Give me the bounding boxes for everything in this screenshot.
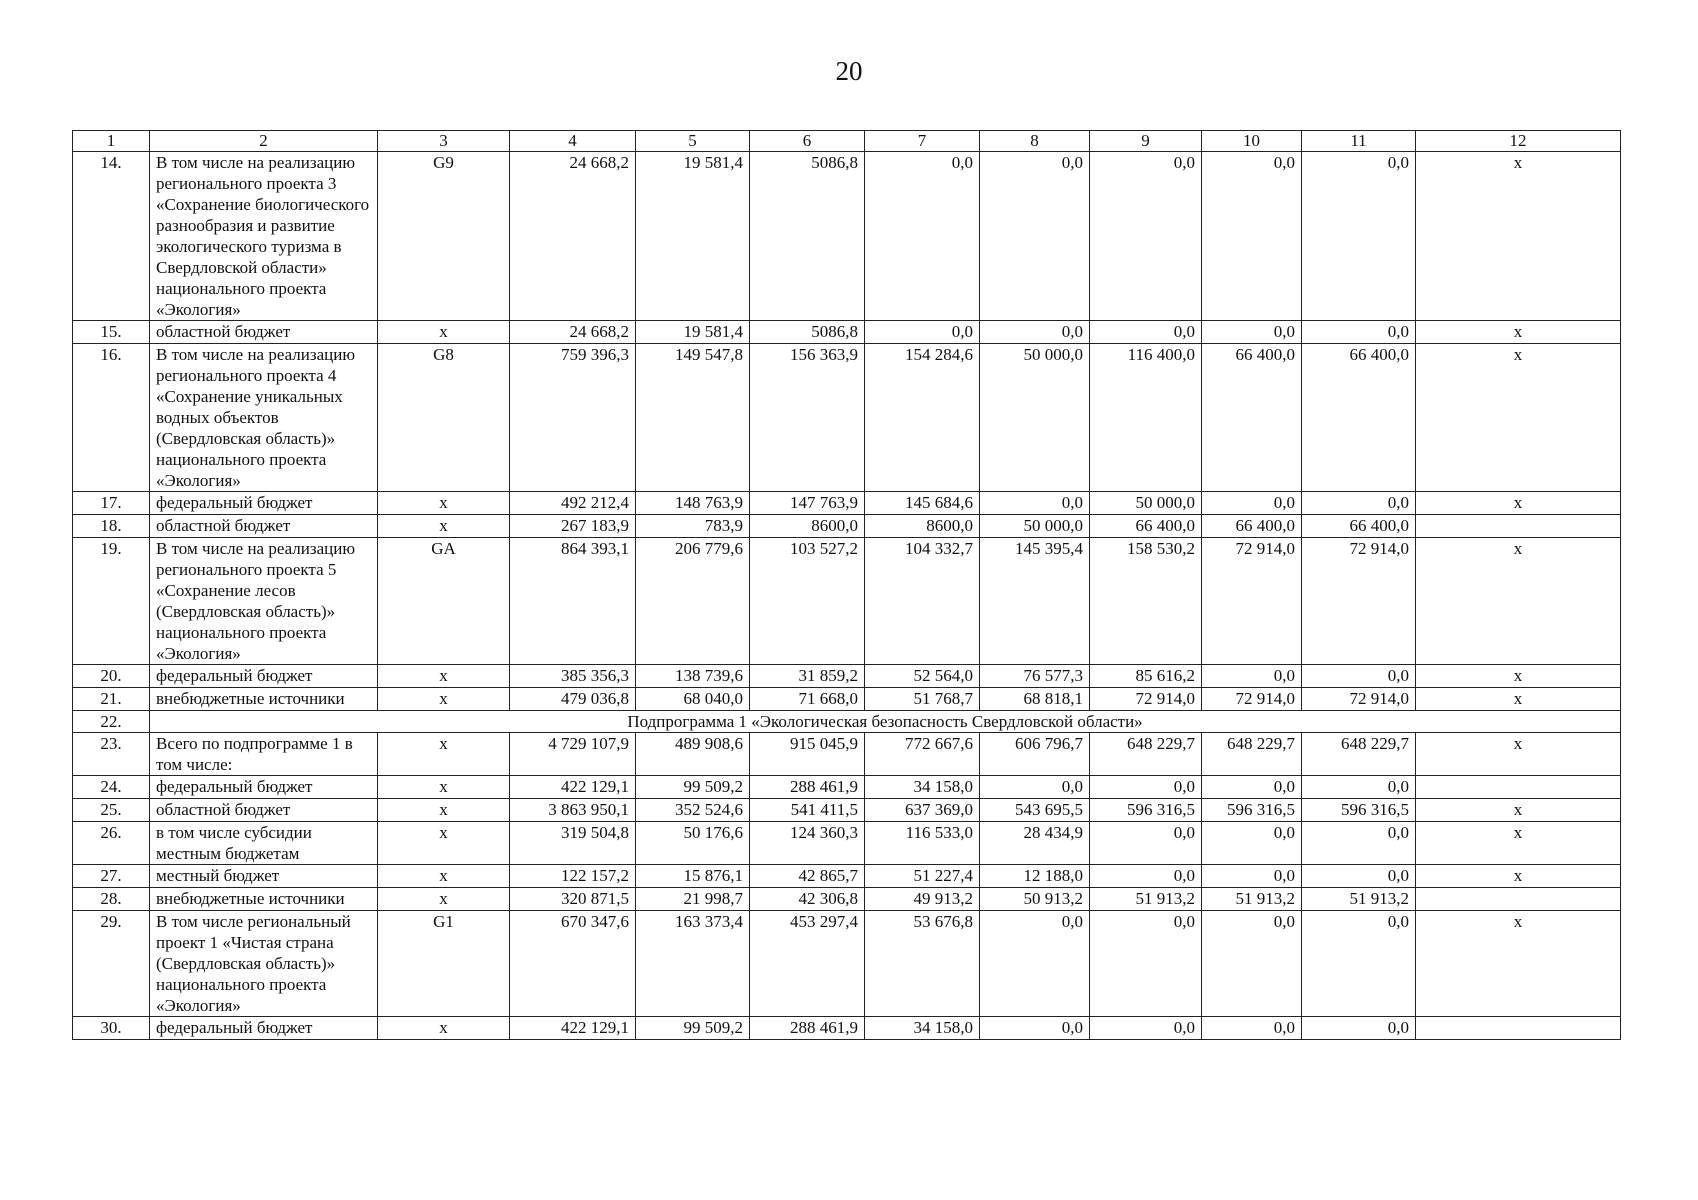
row-code: G9 xyxy=(378,152,510,321)
table-row xyxy=(73,515,1621,538)
value-cell: 42 306,8 xyxy=(750,888,865,911)
value-cell: 0,0 xyxy=(1090,822,1202,865)
value-cell: 50 176,6 xyxy=(636,822,750,865)
value-cell: 319 504,8 xyxy=(510,822,636,865)
value-cell: 116 533,0 xyxy=(865,822,980,865)
value-cell: 8600,0 xyxy=(750,515,865,538)
table-row xyxy=(73,776,1621,799)
value-cell: 772 667,6 xyxy=(865,733,980,776)
table-row xyxy=(73,538,1621,665)
table-row xyxy=(73,344,1621,492)
value-cell: 66 400,0 xyxy=(1202,515,1302,538)
value-cell: 53 676,8 xyxy=(865,911,980,1017)
value-cell: 72 914,0 xyxy=(1090,688,1202,711)
value-cell: 66 400,0 xyxy=(1090,515,1202,538)
value-cell: 596 316,5 xyxy=(1090,799,1202,822)
row-description: В том числе на реализацию регионального проекта 5 «Сохранение лесов (Свердловская область)» национального проекта «Экология» xyxy=(150,538,378,665)
value-cell: 596 316,5 xyxy=(1202,799,1302,822)
value-cell: 0,0 xyxy=(1202,865,1302,888)
column-header: 10 xyxy=(1202,131,1302,152)
table-row xyxy=(73,822,1621,865)
row-number: 18. xyxy=(73,515,150,538)
value-cell: 76 577,3 xyxy=(980,665,1090,688)
value-cell: 147 763,9 xyxy=(750,492,865,515)
value-cell: 0,0 xyxy=(1202,1017,1302,1040)
value-cell: 0,0 xyxy=(980,911,1090,1017)
value-cell: 320 871,5 xyxy=(510,888,636,911)
value-cell: 66 400,0 xyxy=(1202,344,1302,492)
value-cell: 0,0 xyxy=(865,152,980,321)
table-row xyxy=(73,492,1621,515)
value-cell: 0,0 xyxy=(1090,152,1202,321)
value-cell: 66 400,0 xyxy=(1302,344,1416,492)
row-code: x xyxy=(378,515,510,538)
value-cell: 15 876,1 xyxy=(636,865,750,888)
value-cell: 0,0 xyxy=(980,776,1090,799)
table-row xyxy=(73,733,1621,776)
value-cell: 34 158,0 xyxy=(865,1017,980,1040)
value-cell: 99 509,2 xyxy=(636,776,750,799)
value-cell: 99 509,2 xyxy=(636,1017,750,1040)
value-cell: 122 157,2 xyxy=(510,865,636,888)
row-number: 30. xyxy=(73,1017,150,1040)
row-number: 29. xyxy=(73,911,150,1017)
row-number: 26. xyxy=(73,822,150,865)
column-header: 11 xyxy=(1302,131,1416,152)
row-number: 23. xyxy=(73,733,150,776)
value-cell: 163 373,4 xyxy=(636,911,750,1017)
value-cell: 66 400,0 xyxy=(1302,515,1416,538)
row-code: x xyxy=(378,688,510,711)
row-description: в том числе субсидии местным бюджетам xyxy=(150,822,378,865)
value-cell: 648 229,7 xyxy=(1202,733,1302,776)
value-cell: 288 461,9 xyxy=(750,1017,865,1040)
value-cell: 0,0 xyxy=(980,492,1090,515)
value-cell: 0,0 xyxy=(1090,865,1202,888)
row-description: федеральный бюджет xyxy=(150,1017,378,1040)
row-mark xyxy=(1416,515,1621,538)
value-cell: 422 129,1 xyxy=(510,776,636,799)
value-cell: 5086,8 xyxy=(750,321,865,344)
value-cell: 0,0 xyxy=(1090,1017,1202,1040)
value-cell: 104 332,7 xyxy=(865,538,980,665)
table-row xyxy=(73,888,1621,911)
value-cell: 0,0 xyxy=(980,152,1090,321)
column-header: 3 xyxy=(378,131,510,152)
value-cell: 0,0 xyxy=(980,1017,1090,1040)
row-mark xyxy=(1416,776,1621,799)
value-cell: 68 040,0 xyxy=(636,688,750,711)
value-cell: 915 045,9 xyxy=(750,733,865,776)
row-description: областной бюджет xyxy=(150,799,378,822)
row-code: x xyxy=(378,799,510,822)
table-row xyxy=(73,152,1621,321)
value-cell: 12 188,0 xyxy=(980,865,1090,888)
value-cell: 0,0 xyxy=(865,321,980,344)
value-cell: 24 668,2 xyxy=(510,152,636,321)
value-cell: 51 913,2 xyxy=(1202,888,1302,911)
row-code: GA xyxy=(378,538,510,665)
row-code: x xyxy=(378,733,510,776)
row-number: 22. xyxy=(73,711,150,733)
row-number: 16. xyxy=(73,344,150,492)
row-code: x xyxy=(378,492,510,515)
value-cell: 543 695,5 xyxy=(980,799,1090,822)
value-cell: 0,0 xyxy=(1202,321,1302,344)
column-header: 9 xyxy=(1090,131,1202,152)
row-mark xyxy=(1416,888,1621,911)
row-mark: x xyxy=(1416,344,1621,492)
value-cell: 19 581,4 xyxy=(636,321,750,344)
value-cell: 148 763,9 xyxy=(636,492,750,515)
table-row xyxy=(73,799,1621,822)
row-mark: x xyxy=(1416,492,1621,515)
value-cell: 0,0 xyxy=(1090,911,1202,1017)
row-code: x xyxy=(378,321,510,344)
value-cell: 154 284,6 xyxy=(865,344,980,492)
value-cell: 0,0 xyxy=(1302,822,1416,865)
row-number: 27. xyxy=(73,865,150,888)
value-cell: 0,0 xyxy=(1302,665,1416,688)
row-number: 19. xyxy=(73,538,150,665)
value-cell: 71 668,0 xyxy=(750,688,865,711)
value-cell: 489 908,6 xyxy=(636,733,750,776)
row-mark: x xyxy=(1416,822,1621,865)
value-cell: 0,0 xyxy=(1302,776,1416,799)
value-cell: 0,0 xyxy=(1202,776,1302,799)
row-number: 24. xyxy=(73,776,150,799)
value-cell: 0,0 xyxy=(1302,152,1416,321)
value-cell: 596 316,5 xyxy=(1302,799,1416,822)
value-cell: 51 227,4 xyxy=(865,865,980,888)
value-cell: 0,0 xyxy=(1202,492,1302,515)
column-header: 5 xyxy=(636,131,750,152)
value-cell: 21 998,7 xyxy=(636,888,750,911)
row-mark: x xyxy=(1416,538,1621,665)
value-cell: 0,0 xyxy=(1302,911,1416,1017)
value-cell: 648 229,7 xyxy=(1302,733,1416,776)
value-cell: 453 297,4 xyxy=(750,911,865,1017)
column-header: 2 xyxy=(150,131,378,152)
value-cell: 68 818,1 xyxy=(980,688,1090,711)
value-cell: 0,0 xyxy=(1302,492,1416,515)
value-cell: 50 913,2 xyxy=(980,888,1090,911)
value-cell: 50 000,0 xyxy=(980,515,1090,538)
table-row xyxy=(73,911,1621,1017)
value-cell: 0,0 xyxy=(980,321,1090,344)
value-cell: 72 914,0 xyxy=(1202,688,1302,711)
value-cell: 19 581,4 xyxy=(636,152,750,321)
value-cell: 34 158,0 xyxy=(865,776,980,799)
value-cell: 492 212,4 xyxy=(510,492,636,515)
value-cell: 0,0 xyxy=(1090,321,1202,344)
value-cell: 606 796,7 xyxy=(980,733,1090,776)
row-code: x xyxy=(378,665,510,688)
row-mark: x xyxy=(1416,733,1621,776)
value-cell: 637 369,0 xyxy=(865,799,980,822)
row-number: 25. xyxy=(73,799,150,822)
row-number: 17. xyxy=(73,492,150,515)
row-number: 20. xyxy=(73,665,150,688)
row-mark xyxy=(1416,1017,1621,1040)
column-header: 7 xyxy=(865,131,980,152)
value-cell: 31 859,2 xyxy=(750,665,865,688)
row-number: 14. xyxy=(73,152,150,321)
table-row xyxy=(73,321,1621,344)
row-number: 21. xyxy=(73,688,150,711)
row-code: G8 xyxy=(378,344,510,492)
row-description: областной бюджет xyxy=(150,321,378,344)
row-description: В том числе на реализацию регионального проекта 3 «Сохранение биологического разнообразия и развитие экологического туризма в Свердловской области» национального проекта «Экология» xyxy=(150,152,378,321)
value-cell: 541 411,5 xyxy=(750,799,865,822)
value-cell: 51 768,7 xyxy=(865,688,980,711)
value-cell: 145 395,4 xyxy=(980,538,1090,665)
row-description: федеральный бюджет xyxy=(150,776,378,799)
value-cell: 0,0 xyxy=(1302,1017,1416,1040)
value-cell: 116 400,0 xyxy=(1090,344,1202,492)
column-header: 8 xyxy=(980,131,1090,152)
value-cell: 103 527,2 xyxy=(750,538,865,665)
table-row xyxy=(73,1017,1621,1040)
value-cell: 158 530,2 xyxy=(1090,538,1202,665)
value-cell: 24 668,2 xyxy=(510,321,636,344)
value-cell: 783,9 xyxy=(636,515,750,538)
row-code: x xyxy=(378,776,510,799)
row-mark: x xyxy=(1416,665,1621,688)
row-mark: x xyxy=(1416,152,1621,321)
value-cell: 124 360,3 xyxy=(750,822,865,865)
table-row xyxy=(73,865,1621,888)
value-cell: 42 865,7 xyxy=(750,865,865,888)
value-cell: 51 913,2 xyxy=(1090,888,1202,911)
row-description: внебюджетные источники xyxy=(150,888,378,911)
table-row xyxy=(73,688,1621,711)
value-cell: 51 913,2 xyxy=(1302,888,1416,911)
value-cell: 0,0 xyxy=(1302,865,1416,888)
row-number: 15. xyxy=(73,321,150,344)
value-cell: 864 393,1 xyxy=(510,538,636,665)
row-mark: x xyxy=(1416,865,1621,888)
row-code: x xyxy=(378,888,510,911)
row-description: областной бюджет xyxy=(150,515,378,538)
row-description: местный бюджет xyxy=(150,865,378,888)
value-cell: 759 396,3 xyxy=(510,344,636,492)
table-row xyxy=(73,711,1621,733)
value-cell: 0,0 xyxy=(1202,822,1302,865)
value-cell: 8600,0 xyxy=(865,515,980,538)
row-description: федеральный бюджет xyxy=(150,492,378,515)
value-cell: 352 524,6 xyxy=(636,799,750,822)
row-mark: x xyxy=(1416,321,1621,344)
subprogram-title: Подпрограмма 1 «Экологическая безопасность Свердловской области» xyxy=(150,711,1621,733)
value-cell: 479 036,8 xyxy=(510,688,636,711)
value-cell: 385 356,3 xyxy=(510,665,636,688)
value-cell: 149 547,8 xyxy=(636,344,750,492)
page-number: 20 xyxy=(835,56,863,86)
table-row xyxy=(73,665,1621,688)
value-cell: 206 779,6 xyxy=(636,538,750,665)
value-cell: 72 914,0 xyxy=(1302,538,1416,665)
table-body xyxy=(73,152,1621,1040)
value-cell: 0,0 xyxy=(1202,152,1302,321)
value-cell: 648 229,7 xyxy=(1090,733,1202,776)
row-description: федеральный бюджет xyxy=(150,665,378,688)
row-code: x xyxy=(378,822,510,865)
value-cell: 49 913,2 xyxy=(865,888,980,911)
value-cell: 288 461,9 xyxy=(750,776,865,799)
row-code: G1 xyxy=(378,911,510,1017)
column-header: 12 xyxy=(1416,131,1621,152)
value-cell: 4 729 107,9 xyxy=(510,733,636,776)
budget-table xyxy=(72,130,1621,1040)
row-description: В том числе региональный проект 1 «Чистая страна (Свердловская область)» национального проекта «Экология» xyxy=(150,911,378,1017)
value-cell: 72 914,0 xyxy=(1202,538,1302,665)
value-cell: 138 739,6 xyxy=(636,665,750,688)
value-cell: 72 914,0 xyxy=(1302,688,1416,711)
value-cell: 156 363,9 xyxy=(750,344,865,492)
value-cell: 422 129,1 xyxy=(510,1017,636,1040)
row-code: x xyxy=(378,865,510,888)
value-cell: 85 616,2 xyxy=(1090,665,1202,688)
row-description: В том числе на реализацию регионального проекта 4 «Сохранение уникальных водных объектов (Свердловская область)» национального проекта «Экология» xyxy=(150,344,378,492)
value-cell: 5086,8 xyxy=(750,152,865,321)
row-description: внебюджетные источники xyxy=(150,688,378,711)
value-cell: 50 000,0 xyxy=(1090,492,1202,515)
column-header: 6 xyxy=(750,131,865,152)
value-cell: 3 863 950,1 xyxy=(510,799,636,822)
value-cell: 0,0 xyxy=(1202,665,1302,688)
value-cell: 50 000,0 xyxy=(980,344,1090,492)
row-mark: x xyxy=(1416,911,1621,1017)
row-description: Всего по подпрограмме 1 в том числе: xyxy=(150,733,378,776)
value-cell: 0,0 xyxy=(1090,776,1202,799)
row-number: 28. xyxy=(73,888,150,911)
value-cell: 267 183,9 xyxy=(510,515,636,538)
column-header: 4 xyxy=(510,131,636,152)
column-number-row xyxy=(73,131,1621,152)
column-header: 1 xyxy=(73,131,150,152)
row-mark: x xyxy=(1416,688,1621,711)
row-code: x xyxy=(378,1017,510,1040)
value-cell: 28 434,9 xyxy=(980,822,1090,865)
value-cell: 145 684,6 xyxy=(865,492,980,515)
value-cell: 0,0 xyxy=(1302,321,1416,344)
value-cell: 52 564,0 xyxy=(865,665,980,688)
value-cell: 0,0 xyxy=(1202,911,1302,1017)
row-mark: x xyxy=(1416,799,1621,822)
value-cell: 670 347,6 xyxy=(510,911,636,1017)
